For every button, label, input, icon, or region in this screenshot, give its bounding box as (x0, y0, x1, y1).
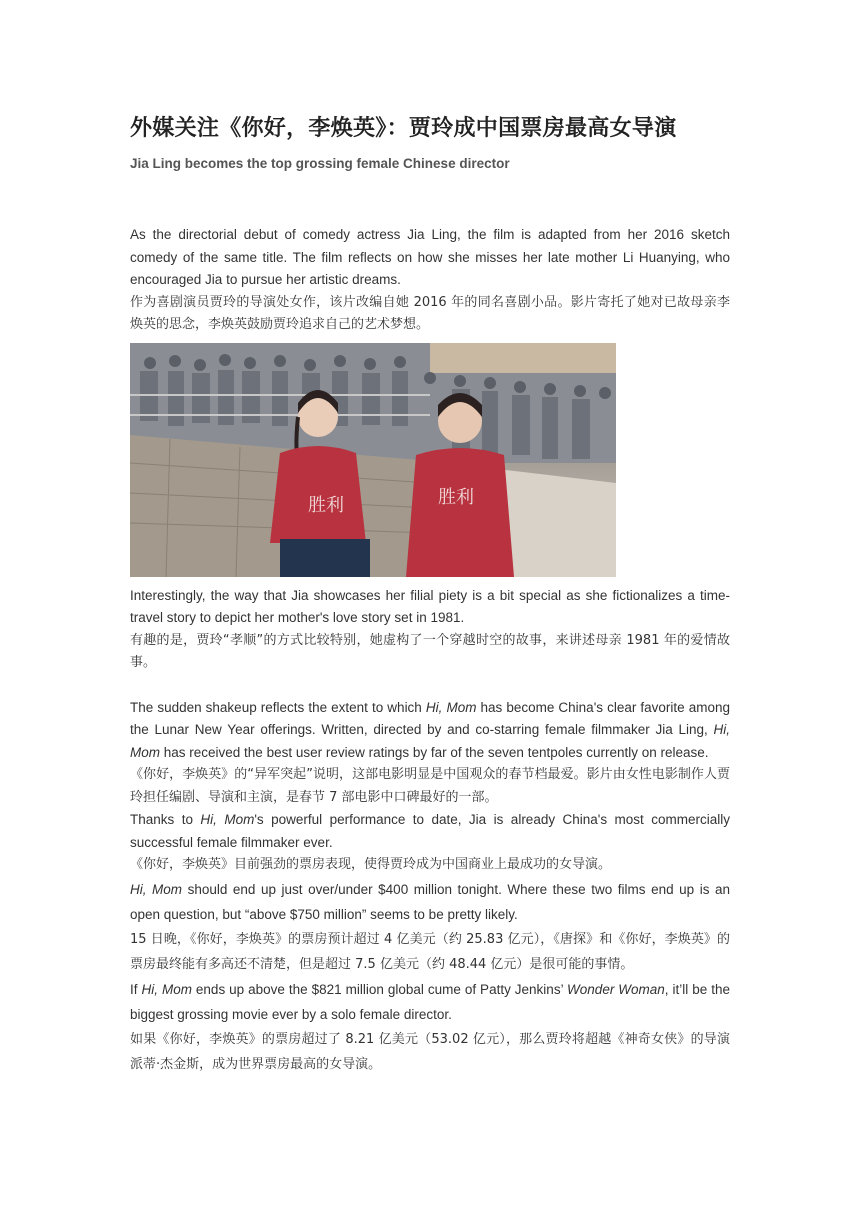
paragraph-3-zh: 《你好，李焕英》的“异军突起”说明，这部电影明显是中国观众的春节档最爱。影片由女性电影制作人贾玲担任编剧、导演和主演，是春节 7 部电影中口碑最好的一部。 (130, 767, 730, 805)
film-still-photo (130, 343, 616, 577)
film-still-illustration (130, 343, 616, 577)
paragraph-2-zh: 有趣的是，贾玲“孝顺”的方式比较特别，她虚构了一个穿越时空的故事，来讲述母亲 1981 年的爱情故事。 (130, 632, 730, 670)
paragraph-5-zh: 15 日晚，《你好，李焕英》的票房预计超过 4 亿美元（约 25.83 亿元），《唐探》和《你好，李焕英》的票房最终能有多高还不清楚，但是超过 7.5 亿美元（约 48.44 亿元）是很可能的事情。 (130, 931, 730, 972)
shirt-text-left: 胜利 (308, 494, 344, 516)
article-subtitle: Jia Ling becomes the top grossing female Chinese director (130, 156, 510, 171)
paragraph-6-zh: 如果《你好，李焕英》的票房超过了 8.21 亿美元（53.02 亿元），那么贾玲将超越《神奇女侠》的导演派蒂·杰金斯，成为世界票房最高的女导演。 (130, 1031, 730, 1072)
paragraph-1-en: As the directorial debut of comedy actress Jia Ling, the film is adapted from her 2016 sketch comedy of the same title. The film reflects on how she misses her late mother Li Huanying, who encouraged Jia to pursue her artistic dreams. (130, 227, 730, 287)
paragraph-4-zh: 《你好，李焕英》目前强劲的票房表现，使得贾玲成为中国商业上最成功的女导演。 (130, 857, 612, 872)
shirt-text-right: 胜利 (438, 486, 474, 508)
paragraph-3-en: The sudden shakeup reflects the extent to which Hi, Mom has become China's clear favorite among the Lunar New Year offerings. Written, directed by and co-starring female filmmaker Jia Ling, Hi, Mom has received the best user review ratings by far of the seven tentpoles currently on release. (130, 699, 730, 760)
paragraph-5-en: Hi, Mom should end up just over/under $400 million tonight. Where these two films end up is an open question, but “above $750 million” seems to be pretty likely. (130, 881, 730, 922)
paragraph-6-en: If Hi, Mom ends up above the $821 million global cume of Patty Jenkins’ Wonder Woman, it’ll be the biggest grossing movie ever by a solo female director. (130, 981, 730, 1022)
paragraph-1-zh: 作为喜剧演员贾玲的导演处女作，该片改编自她 2016 年的同名喜剧小品。影片寄托了她对已故母亲李焕英的思念，李焕英鼓励贾玲追求自己的艺术梦想。 (130, 294, 730, 332)
paragraph-2-en: Interestingly, the way that Jia showcases her filial piety is a bit special as she fictionalizes a time-travel story to depict her mother's love story set in 1981. (130, 587, 730, 625)
article-title: 外媒关注《你好，李焕英》：贾玲成中国票房最高女导演 (130, 115, 677, 140)
paragraph-4-en: Thanks to Hi, Mom's powerful performance to date, Jia is already China's most commercially successful female filmmaker ever. (130, 812, 730, 850)
